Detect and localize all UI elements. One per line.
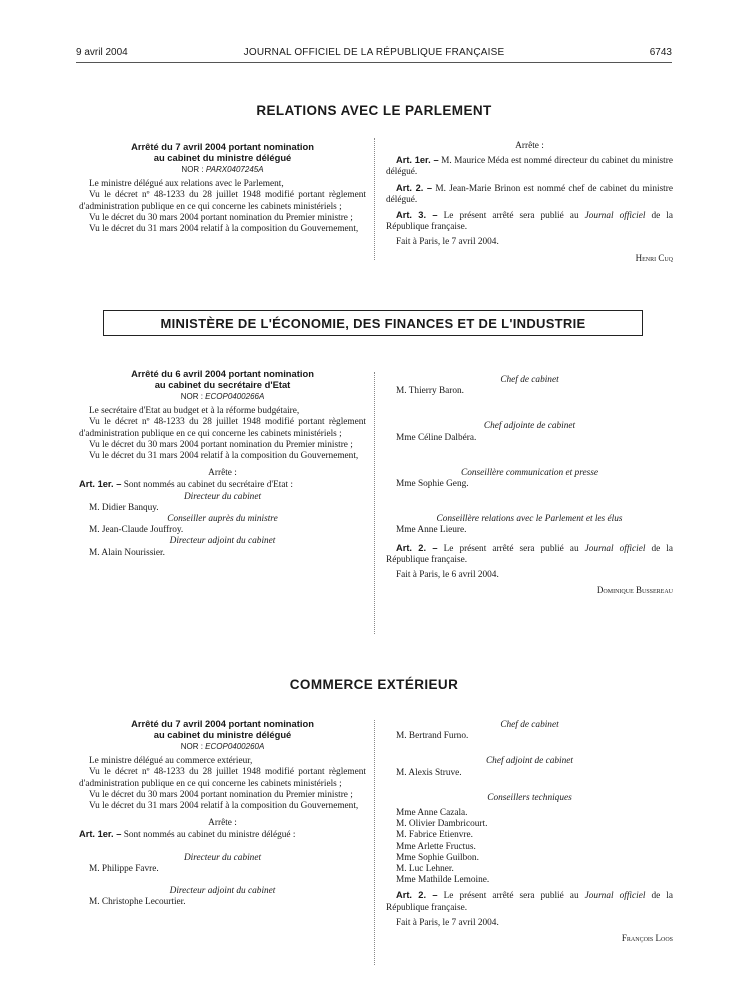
appointee-name: Mme Anne Lieure. bbox=[396, 525, 467, 536]
appointee-name: Mme Mathilde Lemoine. bbox=[396, 875, 490, 886]
decree-title: Arrêté du 6 avril 2004 portant nomination au cabinet du secrétaire d'Etat bbox=[131, 368, 314, 390]
appointee-name: M. Bertrand Furno. bbox=[396, 731, 469, 742]
arrete-label: Arrête : bbox=[208, 818, 237, 829]
header-rule bbox=[76, 62, 672, 63]
role-label: Directeur adjoint du cabinet bbox=[169, 886, 276, 897]
section1-left-column bbox=[79, 141, 366, 235]
article-2: Art. 2. – M. Jean-Marie Brinon est nommé chef de cabinet du ministre délégué. bbox=[386, 182, 673, 205]
appointee-name: M. Olivier Dambricourt. bbox=[396, 819, 488, 830]
appointee-name: Mme Sophie Geng. bbox=[396, 479, 469, 490]
column-divider bbox=[374, 372, 375, 634]
signature: Henri Cuq bbox=[635, 252, 673, 263]
role-label: Chef adjointe de cabinet bbox=[483, 421, 576, 432]
role-label: Conseillère communication et presse bbox=[461, 467, 598, 478]
section3-left-column bbox=[79, 718, 366, 908]
nor-reference: NOR : PARX0407245A bbox=[181, 165, 264, 174]
appointee-name: Mme Sophie Guilbon. bbox=[396, 852, 479, 863]
appointee-name: M. Luc Lehner. bbox=[396, 864, 454, 875]
article-2: Art. 2. – Le présent arrêté sera publié au Journal officiel de la République française. bbox=[386, 542, 673, 565]
article-1: Art. 1er. – M. Maurice Méda est nommé directeur du cabinet du ministre délégué. bbox=[386, 155, 673, 178]
role-label: Directeur adjoint du cabinet bbox=[169, 536, 276, 547]
appointee-name: M. Thierry Baron. bbox=[396, 386, 464, 397]
signature: François Loos bbox=[621, 933, 673, 944]
appointee-name: M. Christophe Lecourtier. bbox=[89, 897, 186, 908]
arrete-label: Arrête : bbox=[208, 468, 237, 479]
appointee-name: Mme Anne Cazala. bbox=[396, 808, 468, 819]
decree-title: Arrêté du 7 avril 2004 portant nomination au cabinet du ministre délégué bbox=[131, 141, 314, 163]
section-title-commerce: COMMERCE EXTÉRIEUR bbox=[289, 677, 459, 692]
role-label: Chef adjoint de cabinet bbox=[485, 756, 573, 767]
journal-title: JOURNAL OFFICIEL DE LA RÉPUBLIQUE FRANÇAISE bbox=[243, 47, 505, 58]
appointee-name: M. Didier Banquy. bbox=[89, 502, 159, 513]
preamble: Vu le décret du 31 mars 2004 relatif à la composition du Gouvernement, bbox=[89, 801, 359, 812]
section-title-relations: RELATIONS AVEC LE PARLEMENT bbox=[256, 103, 492, 118]
preamble: Le ministre délégué au commerce extérieur, bbox=[89, 756, 253, 767]
role-label: Directeur du cabinet bbox=[183, 852, 262, 863]
preamble: Vu le décret nº 48-1233 du 28 juillet 1948 modifié portant règlement d'administration publique en ce qui concerne les cabinets ministériels ; bbox=[79, 417, 366, 439]
role-label: Chef de cabinet bbox=[500, 375, 559, 385]
section2-left-column bbox=[79, 368, 366, 559]
appointee-name: M. Fabrice Etienvre. bbox=[396, 830, 473, 841]
fait-a-paris: Fait à Paris, le 7 avril 2004. bbox=[396, 237, 499, 248]
appointee-name: M. Alain Nourissier. bbox=[89, 547, 165, 558]
preamble: Le secrétaire d'Etat au budget et à la réforme budgétaire, bbox=[89, 406, 300, 417]
role-label: Conseiller auprès du ministre bbox=[167, 514, 278, 525]
header-date: 9 avril 2004 bbox=[76, 47, 128, 58]
preamble: Vu le décret du 30 mars 2004 portant nomination du Premier ministre ; bbox=[89, 789, 353, 800]
role-label: Directeur du cabinet bbox=[183, 491, 262, 502]
preamble: Vu le décret nº 48-1233 du 28 juillet 1948 modifié portant règlement d'administration publique en ce qui concerne les cabinets ministériels ; bbox=[79, 190, 366, 212]
role-label: Conseillers techniques bbox=[487, 792, 572, 803]
preamble: Vu le décret du 30 mars 2004 portant nomination du Premier ministre ; bbox=[89, 212, 353, 223]
appointee-name: Mme Céline Dalbéra. bbox=[396, 432, 477, 443]
fait-a-paris: Fait à Paris, le 7 avril 2004. bbox=[396, 917, 499, 928]
signature: Dominique Bussereau bbox=[596, 585, 673, 596]
preamble: Le ministre délégué aux relations avec le Parlement, bbox=[89, 179, 284, 190]
column-divider bbox=[374, 720, 375, 965]
decree-title: Arrêté du 7 avril 2004 portant nomination au cabinet du ministre délégué bbox=[131, 718, 314, 740]
article-1: Art. 1er. – Sont nommés au cabinet du ministre délégué : bbox=[79, 829, 296, 841]
column-divider bbox=[374, 138, 375, 260]
nor-reference: NOR : ECOP0400260A bbox=[180, 742, 265, 751]
section-title-economie: MINISTÈRE DE L'ÉCONOMIE, DES FINANCES ET DE L'INDUSTRIE bbox=[103, 310, 643, 336]
article-2: Art. 2. – Le présent arrêté sera publié au Journal officiel de la République française. bbox=[386, 890, 673, 913]
page-number: 6743 bbox=[649, 47, 672, 58]
section3-right-column bbox=[386, 719, 673, 944]
article-1: Art. 1er. – Sont nommés au cabinet du secrétaire d'Etat : bbox=[79, 479, 293, 491]
section2-right-column bbox=[386, 369, 673, 596]
article-3: Art. 3. – Le présent arrêté sera publié au Journal officiel de la République française. bbox=[386, 210, 673, 233]
preamble: Vu le décret nº 48-1233 du 28 juillet 1948 modifié portant règlement d'administration publique en ce qui concerne les cabinets ministériels ; bbox=[79, 767, 366, 789]
preamble: Vu le décret du 31 mars 2004 relatif à la composition du Gouvernement, bbox=[89, 451, 359, 462]
arrete-label: Arrête : bbox=[515, 141, 544, 151]
section1-right-column bbox=[386, 141, 673, 264]
appointee-name: M. Philippe Favre. bbox=[89, 863, 159, 874]
preamble: Vu le décret du 31 mars 2004 relatif à la composition du Gouvernement, bbox=[89, 224, 359, 235]
appointee-name: Mme Arlette Fructus. bbox=[396, 841, 476, 852]
role-label: Conseillère relations avec le Parlement et les élus bbox=[436, 514, 623, 525]
appointee-name: M. Jean-Claude Jouffroy. bbox=[89, 525, 184, 536]
appointee-name: M. Alexis Struve. bbox=[396, 767, 462, 778]
nor-reference: NOR : ECOP0400266A bbox=[180, 392, 265, 401]
advisers-list bbox=[386, 808, 673, 886]
preamble: Vu le décret du 30 mars 2004 portant nomination du Premier ministre ; bbox=[89, 439, 353, 450]
role-label: Chef de cabinet bbox=[500, 720, 559, 730]
fait-a-paris: Fait à Paris, le 6 avril 2004. bbox=[396, 570, 499, 581]
